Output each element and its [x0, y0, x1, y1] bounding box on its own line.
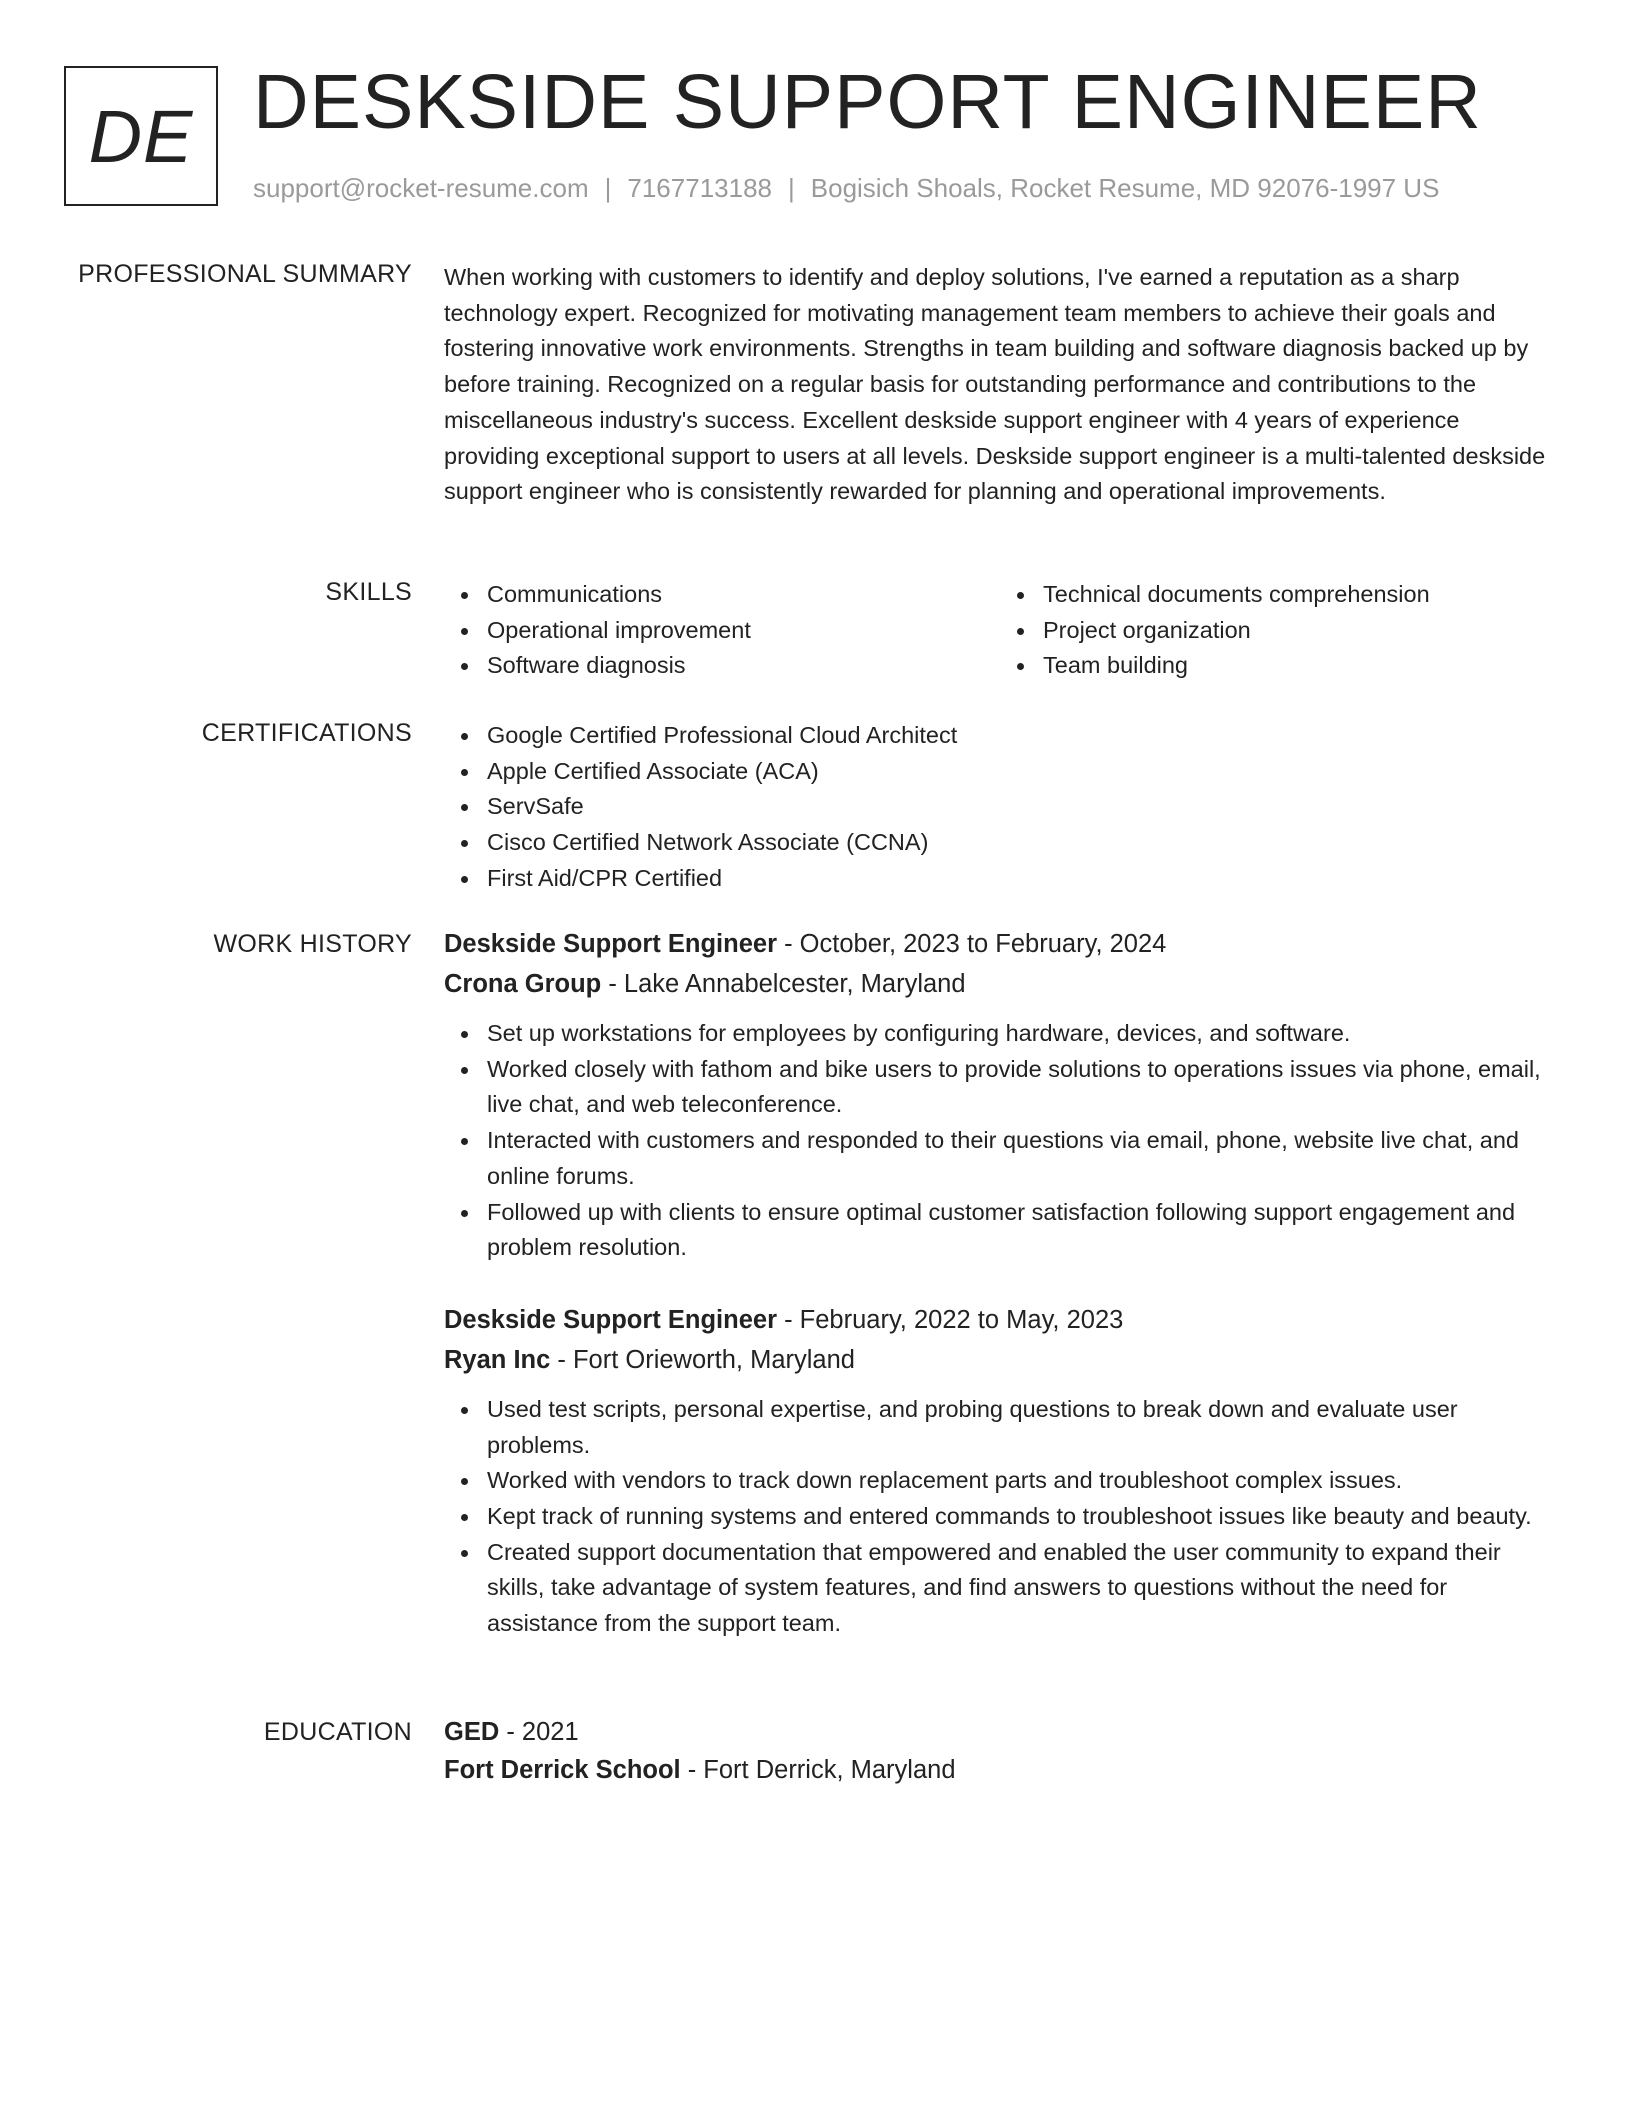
certification-item: Apple Certified Associate (ACA): [487, 754, 1556, 790]
education-school: Fort Derrick School: [444, 1756, 681, 1784]
job-bullet: Kept track of running systems and entered commands to troubleshoot issues like beauty and beauty.: [487, 1499, 1556, 1535]
job-bullet: Worked closely with fathom and bike users to provide solutions to operations issues via phone, email, live chat, and web teleconference.: [487, 1052, 1556, 1123]
education-body: [444, 1713, 1556, 1789]
skill-item: Project organization: [1043, 613, 1556, 649]
job-title-line: [444, 924, 1556, 964]
contact-separator: |: [788, 173, 795, 203]
job-company-line: [444, 1340, 1556, 1380]
monogram-initials: DE: [88, 94, 194, 178]
contact-line: [253, 172, 1439, 206]
skills-list-left: [444, 577, 1000, 684]
skills-list-right: [1000, 577, 1556, 684]
job-company-line: [444, 964, 1556, 1004]
job-bullet: Followed up with clients to ensure optimal customer satisfaction following support engagement and problem resolution.: [487, 1195, 1556, 1266]
summary-text: When working with customers to identify and deploy solutions, I've earned a reputation as a sharp technology expert. Recognized for motivating management team members to achieve their goals and fostering innovative work environments. Strengths in team building and software diagnosis backed up by before training. Recognized on a regular basis for outstanding performance and contributions to the miscellaneous industry's success. Excellent deskside support engineer with 4 years of experience providing exceptional support to users at all levels. Deskside support engineer is a multi-talented deskside support engineer who is consistently rewarded for planning and operational improvements.: [444, 264, 1546, 505]
job-bullets: [444, 1016, 1556, 1266]
certification-item: Cisco Certified Network Associate (CCNA): [487, 825, 1556, 861]
skill-item: Technical documents comprehension: [1043, 577, 1556, 613]
certification-item: Google Certified Professional Cloud Architect: [487, 718, 1556, 754]
education-location: - Fort Derrick, Maryland: [680, 1756, 956, 1784]
section-heading-certifications: CERTIFICATIONS: [201, 719, 412, 747]
job-company: Crona Group: [444, 970, 602, 998]
contact-separator: |: [604, 173, 612, 203]
job-location: - Lake Annabelcester, Maryland: [601, 970, 966, 998]
certification-item: First Aid/CPR Certified: [487, 861, 1556, 897]
certification-item: ServSafe: [487, 789, 1556, 825]
job-dates: - October, 2023 to February, 2024: [777, 930, 1167, 958]
job-bullet: Interacted with customers and responded to their questions via email, phone, website live chat, and online forums.: [487, 1123, 1556, 1194]
work-history-body: [444, 924, 1556, 1642]
certifications-list: [444, 718, 1556, 897]
section-heading-skills: SKILLS: [325, 578, 412, 606]
skill-item: Software diagnosis: [487, 648, 1000, 684]
job-entry: [444, 1300, 1556, 1642]
skills-grid: [444, 577, 1556, 684]
skills-body: [444, 577, 1556, 684]
job-title: Deskside Support Engineer: [444, 1305, 777, 1334]
education-year: - 2021: [499, 1718, 579, 1746]
summary-body: [444, 260, 1556, 510]
skill-item: Communications: [487, 577, 1000, 613]
job-title: Deskside Support Engineer: [444, 930, 777, 958]
job-company: Ryan Inc: [444, 1345, 551, 1374]
education-degree: GED: [444, 1718, 500, 1746]
monogram-box: [64, 66, 218, 206]
skill-item: Team building: [1043, 648, 1556, 684]
job-location: - Fort Orieworth, Maryland: [550, 1345, 855, 1374]
job-bullet: Set up workstations for employees by configuring hardware, devices, and software.: [487, 1016, 1556, 1052]
job-bullet: Worked with vendors to track down replacement parts and troubleshoot complex issues.: [487, 1463, 1556, 1499]
resume-title: DESKSIDE SUPPORT ENGINEER: [253, 59, 1482, 145]
education-school-line: [444, 1751, 1556, 1789]
contact-email[interactable]: support@rocket-resume.com: [253, 173, 589, 203]
contact-phone[interactable]: 7167713188: [627, 173, 772, 203]
skill-item: Operational improvement: [487, 613, 1000, 649]
job-bullets: [444, 1392, 1556, 1642]
section-heading-summary: PROFESSIONAL SUMMARY: [78, 260, 412, 288]
education-degree-line: [444, 1713, 1556, 1751]
contact-address: Bogisich Shoals, Rocket Resume, MD 92076-1997 US: [810, 173, 1440, 203]
certifications-body: [444, 718, 1556, 897]
job-entry: [444, 924, 1556, 1266]
section-heading-education: EDUCATION: [263, 1718, 412, 1746]
section-heading-work-history: WORK HISTORY: [213, 930, 412, 958]
job-title-line: [444, 1300, 1556, 1340]
job-bullet: Used test scripts, personal expertise, and probing questions to break down and evaluate user problems.: [487, 1392, 1556, 1463]
job-dates: - February, 2022 to May, 2023: [777, 1305, 1124, 1334]
job-bullet: Created support documentation that empowered and enabled the user community to expand their skills, take advantage of system features, and find answers to questions without the need for assistance from the support team.: [487, 1535, 1556, 1642]
